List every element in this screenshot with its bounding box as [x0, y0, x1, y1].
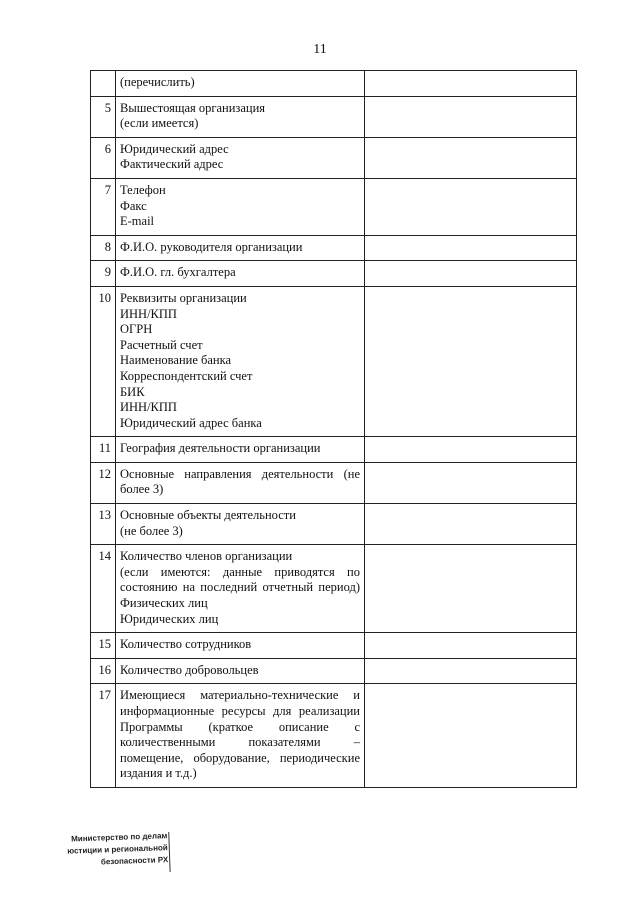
stamp-line-3: безопасности РХ	[100, 855, 169, 867]
row-value-cell[interactable]	[365, 96, 577, 137]
table-row	[91, 437, 577, 463]
row-label	[116, 96, 365, 137]
row-label	[116, 261, 365, 287]
row-number: 10	[91, 286, 116, 436]
row-number: 5	[91, 96, 116, 137]
label-line: Юридических лиц	[120, 611, 219, 626]
label-line: ИНН/КПП	[120, 400, 177, 415]
label-line: Количество добровольцев	[120, 662, 259, 677]
label-line: Реквизиты организации	[120, 290, 247, 305]
label-line: Наименование банка	[120, 353, 232, 368]
row-number: 6	[91, 137, 116, 178]
label-line: Ф.И.О. руководителя организации	[120, 239, 303, 254]
label-line: БИК	[120, 384, 145, 399]
table-row	[91, 235, 577, 261]
row-value-cell[interactable]	[365, 286, 577, 436]
row-value-cell[interactable]	[365, 504, 577, 545]
row-value-cell[interactable]	[365, 633, 577, 659]
official-stamp	[59, 830, 169, 880]
label-line: Телефон	[120, 182, 166, 197]
row-value-cell[interactable]	[365, 658, 577, 684]
row-label	[116, 71, 365, 97]
row-label	[116, 178, 365, 235]
row-value-cell[interactable]	[365, 437, 577, 463]
label-line: Количество сотрудников	[120, 637, 252, 652]
row-number: 11	[91, 437, 116, 463]
table-row	[91, 462, 577, 503]
label-line: ОГРН	[120, 322, 153, 337]
row-number: 12	[91, 462, 116, 503]
table-row	[91, 504, 577, 545]
row-number: 13	[91, 504, 116, 545]
table-row	[91, 658, 577, 684]
label-line: Основные объекты деятельности	[120, 508, 296, 523]
label-line: (перечислить)	[120, 75, 195, 89]
table-row	[91, 545, 577, 633]
row-value-cell[interactable]	[365, 462, 577, 503]
table-row	[91, 633, 577, 659]
row-number: 17	[91, 684, 116, 788]
stamp-line-2: юстиции и региональной	[67, 843, 168, 856]
row-value-cell[interactable]	[365, 235, 577, 261]
table-row	[91, 684, 577, 788]
organization-info-table	[90, 70, 577, 788]
label-line: Корреспондентский счет	[120, 368, 253, 383]
table-row	[91, 71, 577, 97]
label-line: Вышестоящая организация	[120, 100, 266, 115]
label-line: (не более 3)	[120, 523, 183, 538]
table-row	[91, 96, 577, 137]
table-row	[91, 178, 577, 235]
label-line: (если имеется)	[120, 116, 199, 131]
label-line: Имеющиеся материально-технические и информационные ресурсы для реализации Программы (краткое описание с количественными показателями – помещение, оборудование, периодические издания и т.д.)	[120, 688, 360, 781]
label-line: Основные направления деятельности (не более 3)	[120, 466, 360, 497]
table-row	[91, 286, 577, 436]
label-line: (если имеются: данные приводятся по состоянию на последний отчетный период) Физических лиц	[120, 564, 360, 611]
label-line: Расчетный счет	[120, 337, 203, 352]
row-label	[116, 462, 365, 503]
row-value-cell[interactable]	[365, 684, 577, 788]
row-label	[116, 137, 365, 178]
row-label	[116, 437, 365, 463]
table-row	[91, 261, 577, 287]
row-label	[116, 545, 365, 633]
label-line: Факс	[120, 198, 147, 213]
row-number: 7	[91, 178, 116, 235]
row-value-cell[interactable]	[365, 261, 577, 287]
label-line: Фактический адрес	[120, 157, 224, 172]
row-value-cell[interactable]	[365, 178, 577, 235]
label-line: ИНН/КПП	[120, 306, 177, 321]
label-line: E-mail	[120, 214, 155, 229]
label-line: Ф.И.О. гл. бухгалтера	[120, 265, 236, 280]
row-label	[116, 684, 365, 788]
label-line: Юридический адрес	[120, 141, 229, 156]
row-label	[116, 504, 365, 545]
row-label	[116, 633, 365, 659]
row-value-cell[interactable]	[365, 137, 577, 178]
row-number: 14	[91, 545, 116, 633]
label-line: Количество членов организации	[120, 549, 293, 564]
table-row	[91, 137, 577, 178]
page-number: 11	[313, 42, 327, 57]
row-number: 8	[91, 235, 116, 261]
row-value-cell[interactable]	[365, 71, 577, 97]
row-label	[116, 286, 365, 436]
row-label	[116, 658, 365, 684]
row-number: 9	[91, 261, 116, 287]
row-label	[116, 235, 365, 261]
label-line: Юридический адрес банка	[120, 415, 262, 430]
row-number: 16	[91, 658, 116, 684]
stamp-line-1: Министерство по делам	[71, 831, 168, 844]
label-line: География деятельности организации	[120, 441, 321, 456]
row-number: 15	[91, 633, 116, 659]
row-value-cell[interactable]	[365, 545, 577, 633]
row-number	[91, 71, 116, 97]
